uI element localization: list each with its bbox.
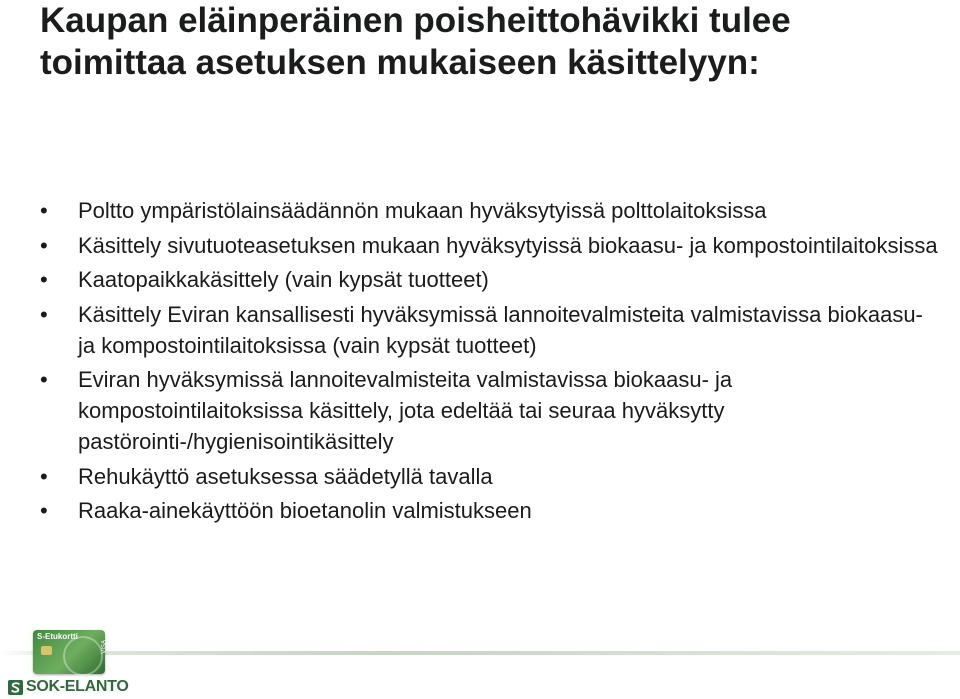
bullet-text: Käsittely sivutuoteasetuksen mukaan hyväksytyissä biokaasu- ja kompostointilaitoksissa (78, 232, 938, 258)
bullet-icon: • (40, 198, 48, 223)
s-group-logo-icon (8, 680, 23, 695)
bullet-text: Poltto ympäristölainsäädännön mukaan hyväksytyissä polttolaitoksissa (78, 198, 767, 223)
bullet-icon: • (40, 232, 48, 258)
card-label: S-Etukortti (37, 632, 78, 641)
footer-divider (0, 651, 960, 655)
bullet-item (40, 299, 940, 361)
bullet-item (40, 195, 940, 226)
logo-text: SOK-ELANTO (26, 678, 129, 695)
bullet-list (40, 195, 940, 530)
bullet-icon: • (40, 301, 48, 327)
bullet-item (40, 264, 940, 295)
bullet-text: Raaka-ainekäyttöön bioetanolin valmistukseen (78, 498, 532, 523)
sok-elanto-logo (8, 678, 129, 696)
card-brand: VISA (102, 640, 108, 654)
bullet-item (40, 364, 940, 457)
bullet-item (40, 495, 940, 526)
bullet-text: Eviran hyväksymissä lannoitevalmisteita valmistavissa biokaasu- ja kompostointilaitoksissa käsittely, jota edeltää tai seuraa hyväksytty pastörointi-/hygienisointikäsittely (78, 367, 733, 454)
bullet-text: Kaatopaikkakäsittely (vain kypsät tuotteet) (78, 267, 489, 292)
card-chip-icon (41, 646, 52, 655)
bullet-icon: • (40, 498, 48, 523)
bullet-icon: • (40, 463, 48, 489)
bullet-item (40, 461, 940, 492)
bullet-icon: • (40, 267, 48, 292)
card-pattern-icon (63, 636, 103, 676)
bullet-text: Rehukäyttö asetuksessa säädetyllä tavalla (78, 463, 493, 489)
bullet-text: Käsittely Eviran kansallisesti hyväksymissä lannoitevalmisteita valmistavissa biokaasu- ja kompostointilaitoksissa (vain kypsät tuotteet) (78, 301, 923, 358)
bullet-item (40, 230, 940, 261)
slide-title: Kaupan eläinperäinen poisheittohävikki tulee toimittaa asetuksen mukaiseen käsittelyyn: (40, 1, 791, 82)
s-etukortti-card-image (33, 630, 108, 674)
bullet-icon: • (40, 367, 48, 392)
